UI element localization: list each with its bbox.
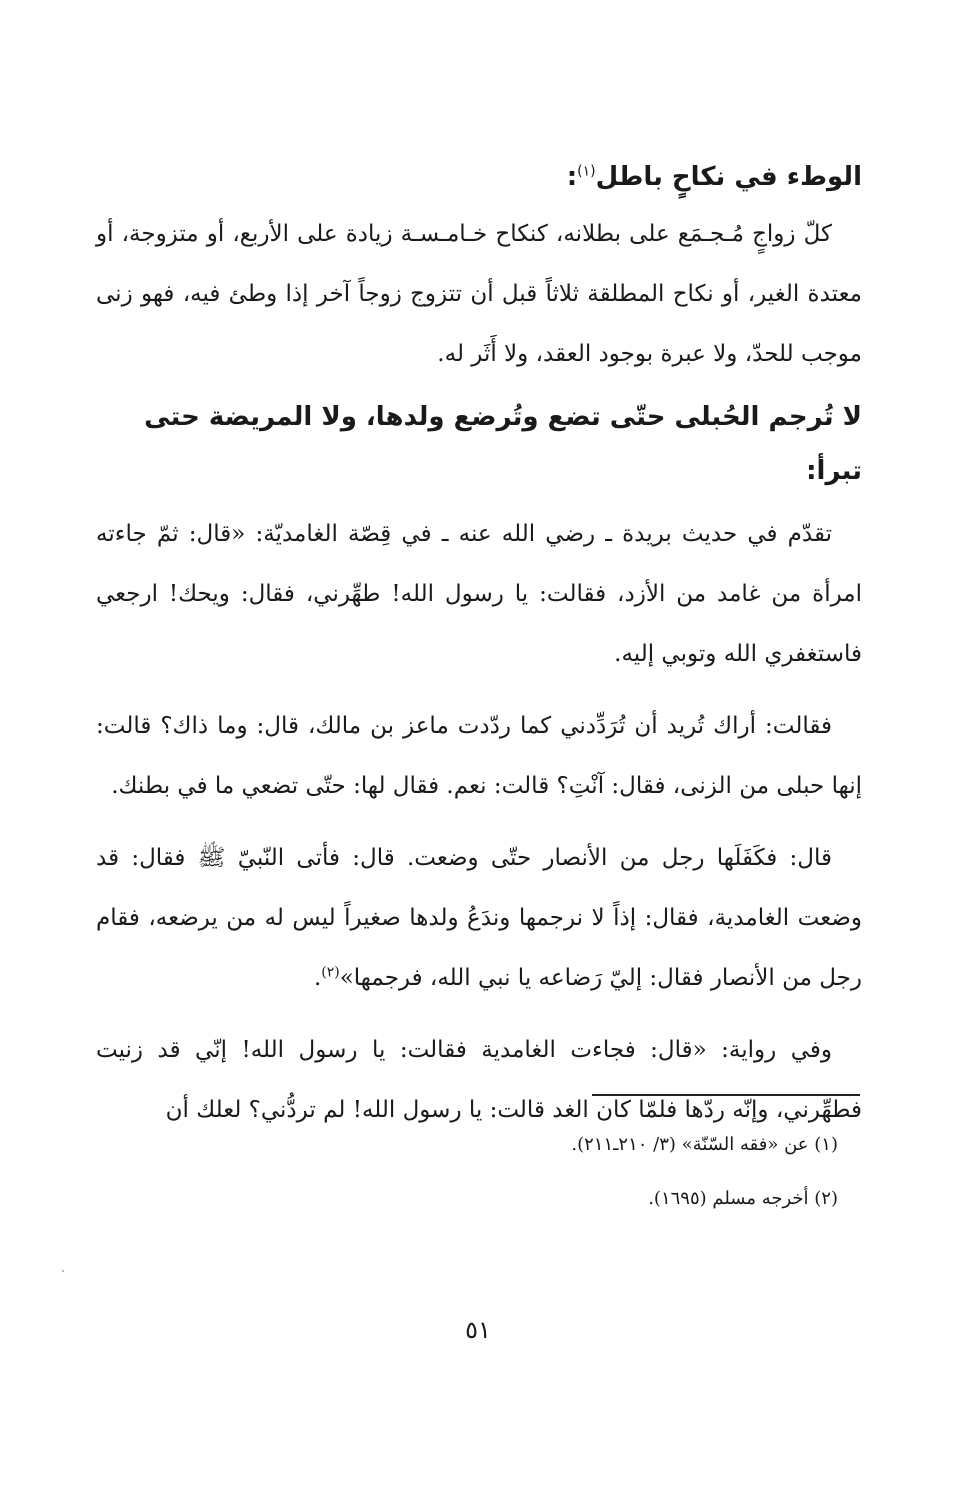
footnote-ref-1[interactable]: (١) — [577, 163, 596, 180]
scan-speck — [62, 1270, 64, 1272]
paragraph-void-marriage: كلّ زواجٍ مُـجـمَع على بطلانه، كنكاح خـامـسـة زيادة على الأربع، أو متزوجة، أو معتدة الغير، أو نكاح المطلقة ثلاثاً قبل أن تتزوج زوجاً آخر إذا وطئ فيه، فهو زنى موجب للحدّ، ولا عبرة بوجود العقد، ولا أَثَر له. — [96, 221, 862, 367]
heading-text: الوطء في نكاحٍ باطل — [595, 162, 862, 192]
footnote-ref-2[interactable]: (٢) — [321, 964, 340, 981]
paragraph-suffix: . — [313, 965, 322, 991]
page-number: ٥١ — [465, 1316, 491, 1344]
paragraph-text: قال: فكَفَلَها رجل من الأنصار حتّى وضعت. قال: فأتى النّبيّ ﷺ فقال: قد وضعت الغامدية، فقال: إذاً لا نرجمها وندَعُ ولدها صغيراً ليس له من يرضعه، فقام رجل من الأنصار فقال: إليّ رَضاعه يا نبي الله، فرجمها» — [96, 845, 862, 991]
main-text — [96, 150, 862, 1140]
footnote-separator — [592, 1094, 860, 1096]
footnotes — [198, 1118, 838, 1226]
section-heading-pregnant-woman: لا تُرجم الحُبلى حتّى تضع وتُرضع ولدها، ولا المريضة حتى تبرأ: — [144, 402, 862, 486]
paragraph-she-said: فقالت: أراك تُريد أن تُرَدِّدني كما ردّدت ماعز بن مالك، قال: وما ذاك؟ قالت: إنها حبلى من الزنى، فقال: آنْتِ؟ قالت: نعم. فقال لها: حتّى تضعي ما في بطنك. — [96, 713, 862, 799]
paragraph-another-narration: وفي رواية: «قال: فجاءت الغامدية فقالت: يا رسول الله! إنّي قد زنيت فطهِّرني، وإنّه ردّها فلمّا كان الغد قالت: يا رسول الله! لم تردُّني؟ لعلك أن — [96, 1037, 862, 1123]
paragraph-ghamidiyya-hadith: تقدّم في حديث بريدة ـ رضي الله عنه ـ في قِصّة الغامديّة: «قال: ثمّ جاءته امرأة من غامد من الأزد، فقالت: يا رسول الله! طهِّرني، فقال: ويحك! ارجعي فاستغفري الله وتوبي إليه. — [96, 521, 862, 667]
footnote-1: (١) عن «فقه السّنّة» (٣/ ٢١٠ـ٢١١). — [571, 1134, 838, 1155]
heading-suffix: : — [566, 162, 578, 192]
paragraph-ansari-sponsor — [96, 828, 862, 1008]
section-heading-void-marriage — [96, 150, 862, 204]
footnote-2: (٢) أخرجه مسلم (١٦٩٥). — [648, 1188, 838, 1209]
